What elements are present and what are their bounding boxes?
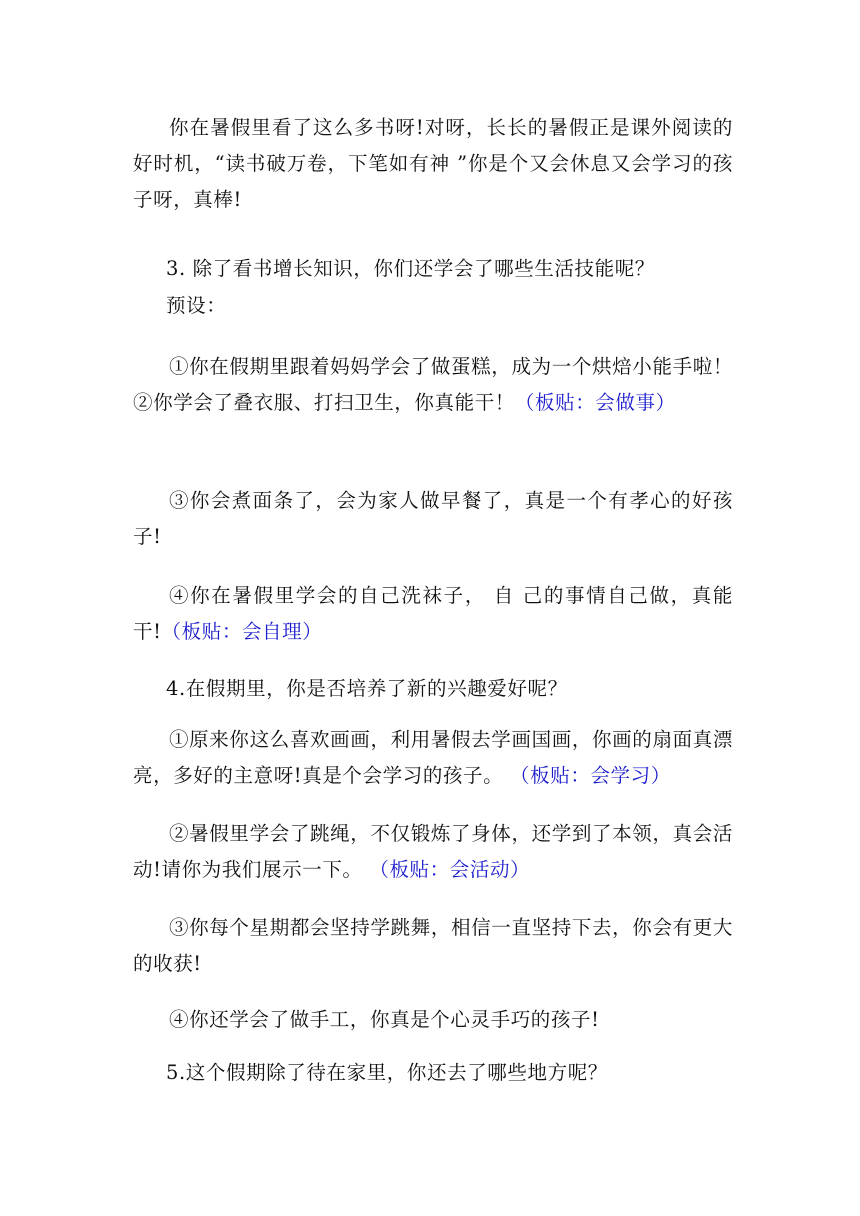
answer-text: ②暑假里学会了跳绳，不仅锻炼了身体，还学到了本领，真会活动!请你为我们展示一下。 [133, 822, 733, 881]
question-5 [166, 1057, 608, 1085]
answer-4-1 [133, 722, 733, 794]
paragraph-text: 你在暑假里看了这么多书呀!对呀，长长的暑假正是课外阅读的好时机，“读书破万卷，下笔如有神 ”你是个又会休息又会学习的孩子呀，真棒! [133, 116, 733, 211]
question-4 [166, 673, 568, 701]
question-text: 3. 除了看书增长知识，你们还学会了哪些生活技能呢？ [166, 257, 655, 280]
answer-3-4 [133, 578, 733, 650]
question-text: 4.在假期里，你是否培养了新的兴趣爱好呢？ [166, 677, 568, 700]
board-note: （板贴：会学习） [503, 764, 671, 787]
answer-text: ④你还学会了做手工，你真是个心灵手巧的孩子! [169, 1008, 600, 1031]
answer-text: ①原来你这么喜欢画画，利用暑假去学画国画，你画的扇面真漂亮，多好的主意呀!真是个会学习的孩子。 [133, 728, 733, 787]
answer-4-3 [133, 910, 733, 982]
answer-text: ③你会煮面条了，会为家人做早餐了，真是一个有孝心的好孩子! [133, 489, 733, 548]
question-3 [166, 253, 655, 281]
answer-3-3 [133, 483, 733, 555]
board-note: （板贴：会活动） [362, 858, 531, 881]
answer-4-4 [133, 1002, 733, 1038]
answer-text: ④你在暑假里学会的自己洗袜子， 自 己的事情自己做，真能干! [133, 584, 733, 643]
answer-text: ③你每个星期都会坚持学跳舞，相信一直坚持下去，你会有更大的收获! [133, 916, 733, 975]
answer-text: ①你在假期里跟着妈妈学会了做蛋糕，成为一个烘焙小能手啦！②你学会了叠衣服、打扫卫生，你真能干！ [133, 355, 733, 414]
board-note: （板贴：会做事） [514, 391, 676, 414]
preset-text: 预设： [166, 294, 227, 317]
board-note: （板贴：会自理） [161, 620, 323, 643]
question-text: 5.这个假期除了待在家里，你还去了哪些地方呢？ [166, 1061, 608, 1084]
preset-label [166, 290, 226, 318]
paragraph-reading-praise [133, 110, 733, 218]
answer-4-2 [133, 816, 733, 888]
answer-3-1 [133, 349, 733, 421]
